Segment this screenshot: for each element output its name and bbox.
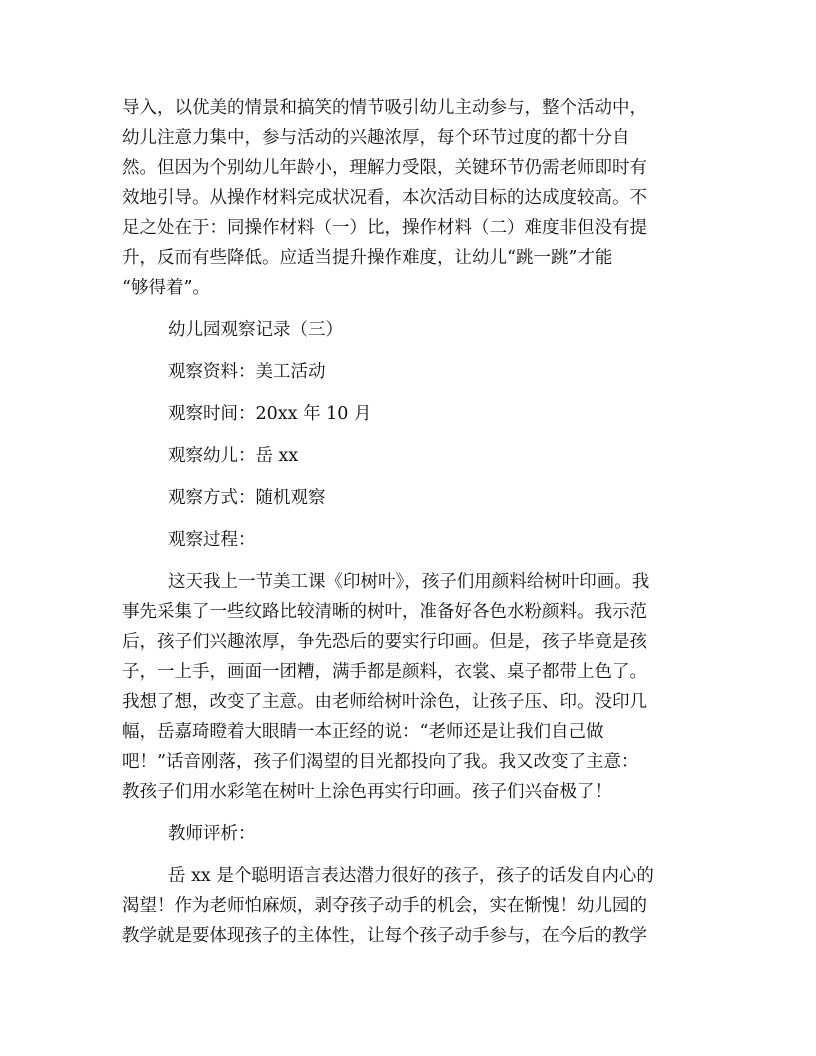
text-line: 教学就是要体现孩子的主体性，让每个孩子动手参与，在今后的教学 xyxy=(122,926,647,946)
text-line: 这天我上一节美工课《印树叶》，孩子们用颜料给树叶印画。我 xyxy=(168,572,650,592)
text-line: 足之处在于：同操作材料（一）比，操作材料（二）难度非但没有提 xyxy=(122,218,647,238)
paragraph-observation-process xyxy=(122,567,690,807)
observation-material: 观察资料：美工活动 xyxy=(168,362,326,382)
observation-method: 观察方式：随机观察 xyxy=(168,488,326,508)
text-line: 岳 xx 是个聪明语言表达潜力很好的孩子，孩子的话发自内心的 xyxy=(168,866,654,886)
text-line: 吧！”话音刚落，孩子们渴望的目光都投向了我。我又改变了主意： xyxy=(122,752,639,772)
paragraph-activity-reflection xyxy=(122,93,690,303)
text-line: 渴望！作为老师怕麻烦，剥夺孩子动手的机会，实在惭愧！幼儿园的 xyxy=(122,896,647,916)
document-body xyxy=(122,93,690,951)
text-line: 子，一上手，画面一团糟，满手都是颜料，衣裳、桌子都带上色了。 xyxy=(122,662,647,682)
text-line: 幼儿注意力集中，参与活动的兴趣浓厚，每个环节过度的都十分自 xyxy=(122,128,630,148)
record-title: 幼儿园观察记录（三） xyxy=(168,320,343,340)
analysis-heading: 教师评析： xyxy=(168,824,256,844)
text-line: 幅，岳嘉琦瞪着大眼睛一本正经的说：“老师还是让我们自己做 xyxy=(122,722,604,742)
text-line: 后，孩子们兴趣浓厚，争先恐后的要实行印画。但是，孩子毕竟是孩 xyxy=(122,632,647,652)
text-line: 然。但因为个别幼儿年龄小，理解力受限，关键环节仍需老师即时有 xyxy=(122,158,647,178)
text-line: 导入，以优美的情景和搞笑的情节吸引幼儿主动参与，整个活动中， xyxy=(122,98,647,118)
observation-time: 观察时间：20xx 年 10 月 xyxy=(168,404,372,424)
observation-child: 观察幼儿：岳 xx xyxy=(168,446,299,466)
text-line: 效地引导。从操作材料完成状况看，本次活动目标的达成度较高。不 xyxy=(122,188,647,208)
paragraph-teacher-analysis xyxy=(122,861,690,951)
process-heading: 观察过程： xyxy=(168,530,256,550)
text-line: “够得着”。 xyxy=(122,278,210,298)
text-line: 我想了想，改变了主意。由老师给树叶涂色，让孩子压、印。没印几 xyxy=(122,692,647,712)
text-line: 教孩子们用水彩笔在树叶上涂色再实行印画。孩子们兴奋极了！ xyxy=(122,782,612,802)
text-line: 事先采集了一些纹路比较清晰的树叶，准备好各色水粉颜料。我示范 xyxy=(122,602,647,622)
text-line: 升，反而有些降低。应适当提升操作难度，让幼儿“跳一跳”才能 xyxy=(122,248,613,268)
